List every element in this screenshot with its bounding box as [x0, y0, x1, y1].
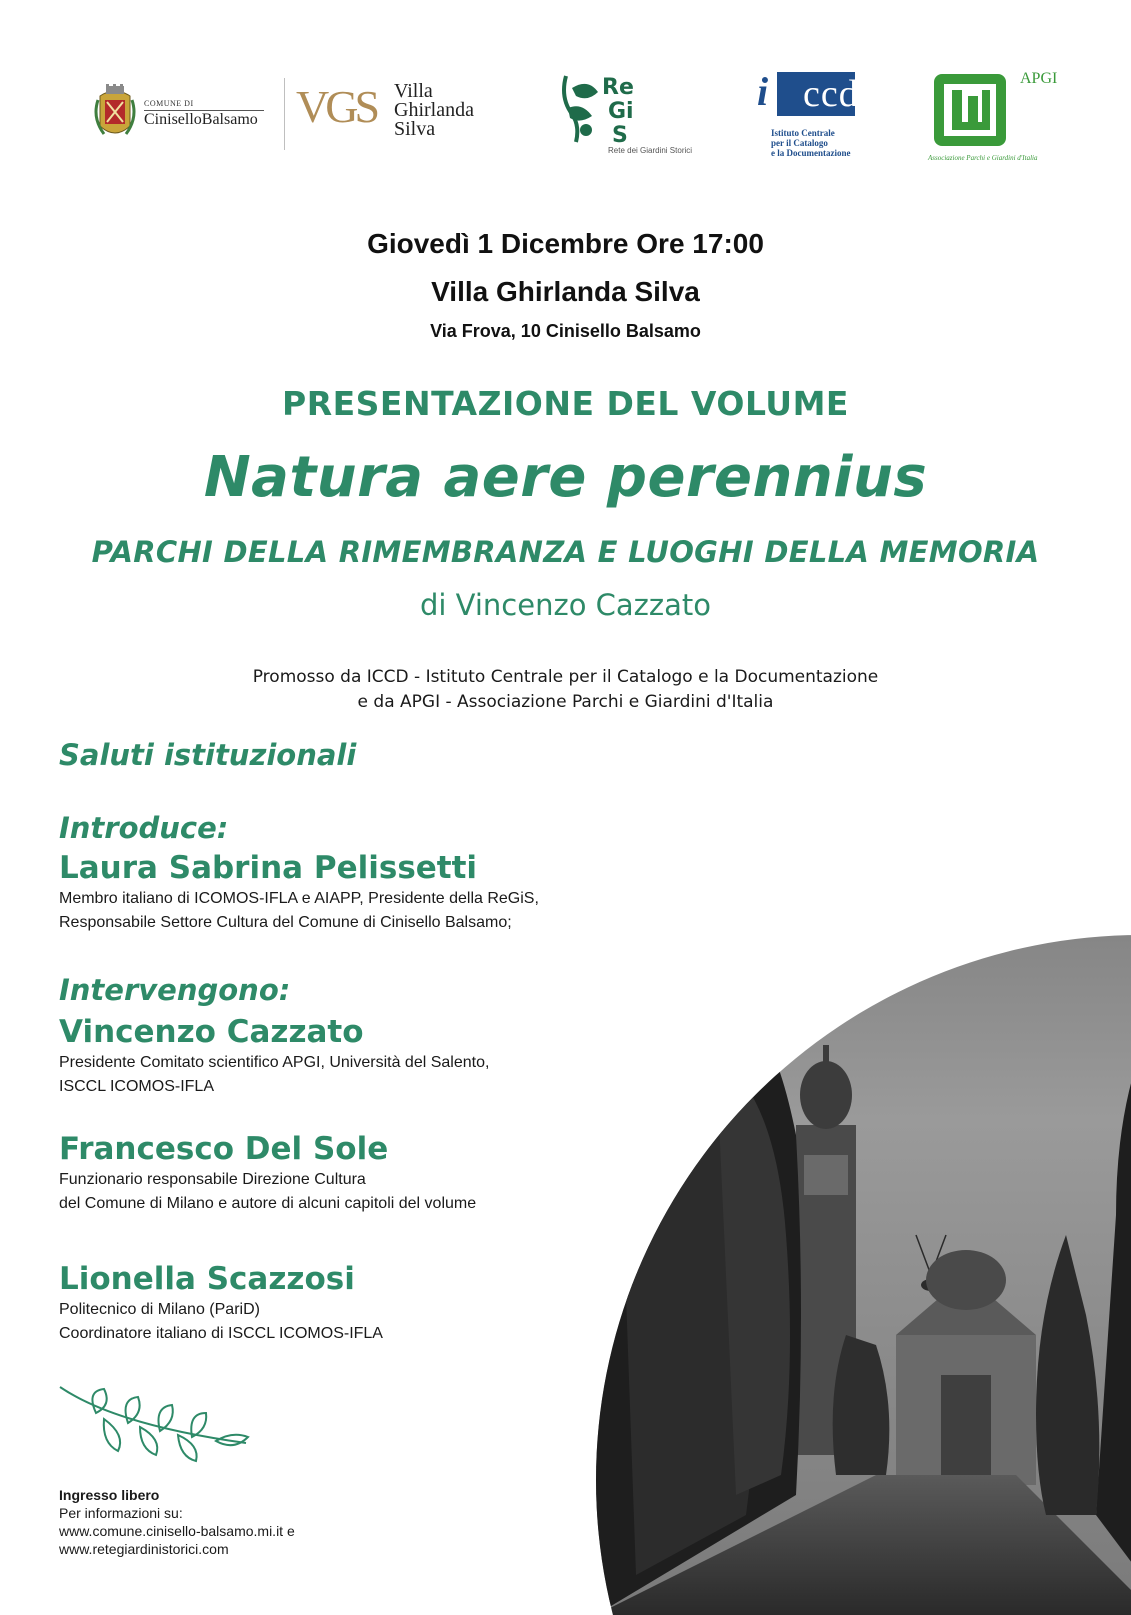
comune-di-label: COMUNE DI [144, 99, 194, 108]
website-link[interactable]: www.retegiardinistorici.com [59, 1541, 229, 1557]
promoted-line1: Promosso da ICCD - Istituto Centrale per il Catalogo e la Documentazione [252, 667, 879, 687]
introducer-description [59, 887, 539, 935]
regis-emblem-icon [558, 68, 698, 148]
apgi-logo [928, 68, 1058, 168]
info-label: Per informazioni su: [59, 1505, 183, 1521]
speaker-line2: del Comune di Milano e autore di alcuni capitoli del volume [59, 1195, 477, 1212]
event-venue: Villa Ghirlanda Silva [431, 276, 700, 307]
speaker-line1: Funzionario responsabile Direzione Cultura [59, 1171, 366, 1188]
introducer-line1: Membro italiano di ICOMOS-IFLA e AIAPP, Presidente della ReGiS, [59, 890, 539, 907]
municipal-crest-icon [92, 82, 138, 142]
olive-branch-icon [56, 1385, 256, 1465]
logo-divider [284, 78, 285, 150]
vgs-line2: Ghirlanda [394, 99, 474, 121]
event-address: Via Frova, 10 Cinisello Balsamo [430, 321, 701, 341]
apgi-emblem-icon [928, 68, 1012, 152]
iccd-i: i [757, 69, 769, 114]
apgi-letters: APGI [1020, 70, 1058, 87]
speakers-label: Intervengono: [59, 973, 291, 1007]
speaker-name: Francesco Del Sole [59, 1131, 389, 1167]
vgs-line3: Silva [394, 118, 436, 140]
cinisello-balsamo-logo [92, 82, 270, 142]
book-title: Natura aere perennius [203, 445, 928, 510]
speaker-name: Lionella Scazzosi [59, 1261, 355, 1297]
promoted-by [0, 665, 1131, 715]
promoted-line2: e da APGI - Associazione Parchi e Giardini d'Italia [357, 692, 774, 712]
book-author: di Vincenzo Cazzato [419, 588, 712, 622]
vgs-line1: Villa [394, 80, 433, 102]
regis-subtitle: Rete dei Giardini Storici [608, 146, 693, 155]
cinisello-name: CiniselloBalsamo [144, 111, 258, 128]
regis-text-gi: Gi [608, 99, 634, 124]
introducer-name: Laura Sabrina Pelissetti [59, 850, 478, 886]
event-date: Giovedì 1 Dicembre Ore 17:00 [367, 228, 764, 259]
entry-note: Ingresso libero [59, 1487, 160, 1503]
greetings-heading: Saluti istituzionali [59, 738, 357, 772]
apgi-subtitle: Associazione Parchi e Giardini d'Italia [928, 154, 1038, 162]
iccd-ccd: ccd [803, 73, 859, 115]
vgs-monogram: VGS [296, 81, 377, 132]
villa-ghirlanda-silva-logo [296, 78, 506, 150]
introducer-line2: Responsabile Settore Cultura del Comune di Cinisello Balsamo; [59, 914, 512, 931]
speaker-description [59, 1168, 476, 1216]
historic-avenue-photo [596, 715, 1131, 1615]
speaker-name: Vincenzo Cazzato [59, 1014, 364, 1050]
speaker-line2: Coordinatore italiano di ISCCL ICOMOS-IFLA [59, 1325, 383, 1342]
speaker-line1: Presidente Comitato scientifico APGI, Università del Salento, [59, 1054, 490, 1071]
regis-text-re: Re [602, 75, 634, 100]
regis-logo [558, 68, 698, 168]
speaker-line2: ISCCL ICOMOS-IFLA [59, 1078, 214, 1095]
speaker-line1: Politecnico di Milano (PariD) [59, 1301, 260, 1318]
footer-info [59, 1486, 295, 1558]
iccd-logo [757, 70, 877, 162]
introduce-label: Introduce: [59, 811, 229, 845]
presentation-heading: PRESENTAZIONE DEL VOLUME [282, 384, 849, 423]
speaker-description [59, 1051, 489, 1099]
iccd-box [777, 72, 859, 116]
book-subtitle: PARCHI DELLA RIMEMBRANZA E LUOGHI DELLA MEMORIA [91, 535, 1040, 569]
iccd-subtitle: Istituto Centrale per il Catalogo e la Documentazione [771, 128, 851, 158]
logo-row [0, 0, 1131, 175]
speaker-description [59, 1298, 383, 1346]
regis-text-s: S [612, 123, 628, 148]
vgs-name [394, 82, 474, 139]
website-link[interactable]: www.comune.cinisello-balsamo.mi.it e [59, 1523, 295, 1539]
